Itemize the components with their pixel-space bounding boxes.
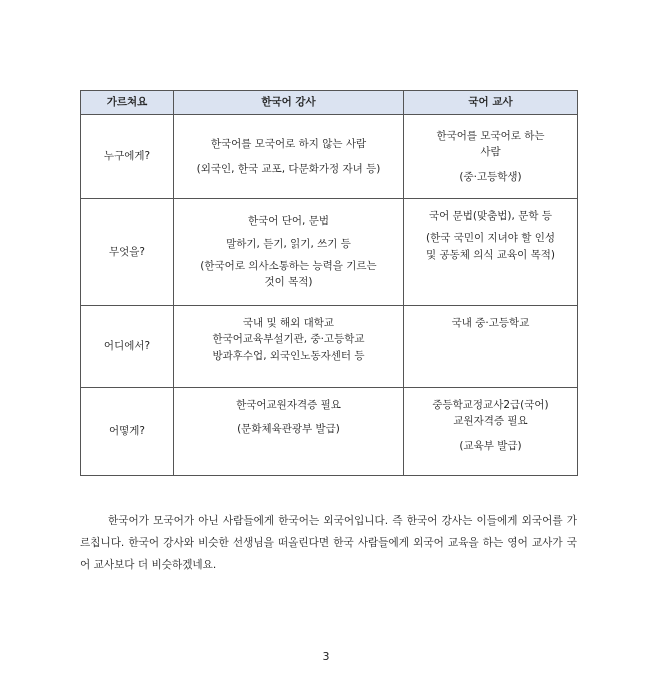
cell-line: 국어 문법(맞춤법), 문학 등 xyxy=(429,210,552,222)
table-cell xyxy=(174,388,404,476)
cell-line: 국내 및 해외 대학교 xyxy=(242,317,335,329)
header-cell-native-teacher: 국어 교사 xyxy=(404,91,578,115)
cell-line: 한국어를 모국어로 하는 xyxy=(436,130,545,143)
row-label: 어떻게? xyxy=(81,388,174,476)
cell-line: 것이 목적) xyxy=(264,276,313,289)
body-paragraph: 한국어가 모국어가 아닌 사람들에게 한국어는 외국어입니다. 즉 한국어 강사는 이들에게 외국어를 가르칩니다. 한국어 강사와 비슷한 선생님을 떠올린다면 한국 사람들에게 외국어 교육을 하는 영어 교사가 국어 교사보다 더 비슷하겠네요. xyxy=(80,515,577,571)
cell-line: 한국어교육부설기관, 중·고등학교 xyxy=(212,333,365,346)
table-cell xyxy=(174,115,404,199)
table-cell xyxy=(404,306,578,388)
cell-line: (한국 국민이 지녀야 할 인성 xyxy=(425,232,556,245)
cell-line: (중·고등학생) xyxy=(459,170,522,183)
table-cell xyxy=(404,388,578,476)
table-cell xyxy=(404,199,578,306)
cell-line: 방과후수업, 외국인노동자센터 등 xyxy=(212,349,365,362)
cell-line: 한국어 단어, 문법 xyxy=(247,215,329,228)
row-label: 무엇을? xyxy=(81,199,174,306)
table-row xyxy=(81,199,578,306)
table-cell xyxy=(174,306,404,388)
cell-line: 중등학교정교사2급(국어) xyxy=(432,399,549,411)
header-cell-category: 가르쳐요 xyxy=(81,91,174,115)
cell-line: 사람 xyxy=(480,146,501,159)
table-cell xyxy=(404,115,578,199)
cell-line: 및 공동체 의식 교육이 목적) xyxy=(425,248,556,261)
cell-line: 교원자격증 필요 xyxy=(453,415,528,428)
cell-line: (문화체육관광부 발급) xyxy=(237,423,340,436)
cell-line: (외국인, 한국 교포, 다문화가정 자녀 등) xyxy=(196,162,381,175)
cell-line: 한국어교원자격증 필요 xyxy=(236,399,341,411)
table-header-row xyxy=(81,91,578,115)
table-cell xyxy=(174,199,404,306)
cell-line: 한국어를 모국어로 하지 않는 사람 xyxy=(210,138,367,151)
cell-line: (교육부 발급) xyxy=(459,439,522,452)
cell-line: 말하기, 듣기, 읽기, 쓰기 등 xyxy=(226,237,351,250)
header-cell-korean-teacher: 한국어 강사 xyxy=(174,91,404,115)
row-label: 누구에게? xyxy=(81,115,174,199)
table-row xyxy=(81,115,578,199)
cell-line: (한국어로 의사소통하는 능력을 기르는 xyxy=(200,260,377,272)
cell-line: 국내 중·고등학교 xyxy=(451,317,530,329)
table-row xyxy=(81,388,578,476)
row-label: 어디에서? xyxy=(81,306,174,388)
page-number: 3 xyxy=(322,650,330,663)
table-row xyxy=(81,306,578,388)
comparison-table xyxy=(80,90,578,476)
